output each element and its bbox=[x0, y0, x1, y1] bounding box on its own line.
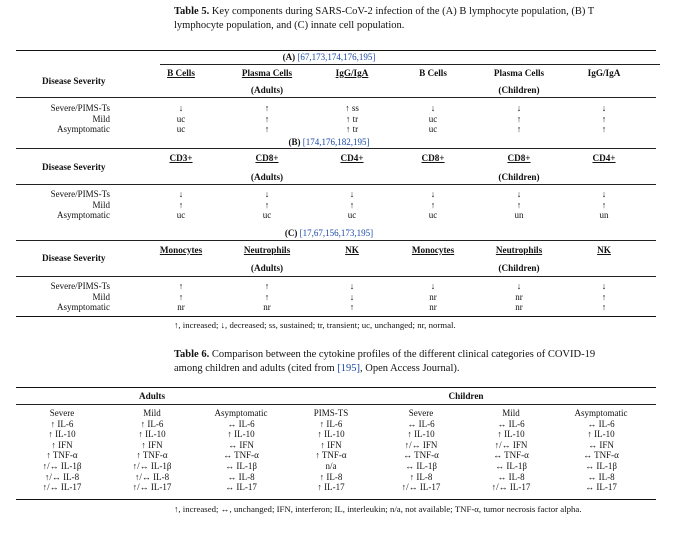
a-header-igg-child: IgG/IgA bbox=[587, 68, 621, 78]
t6-col-child-asymptomatic: Asymptomatic ↔ IL-6 ↑ IL-10 ↔ IFN ↔ TNF-α ↔ IL-1β ↔ IL-8 ↔ IL-17 bbox=[574, 408, 628, 493]
b-header-cd8-adult: CD8+ bbox=[255, 153, 279, 163]
table5-c-disease-severity: Disease Severity bbox=[42, 253, 106, 263]
table5-caption bbox=[174, 5, 669, 33]
section-b-rule bbox=[16, 148, 656, 149]
t6-col-adult-mild: Mild ↑ IL-6 ↑ IL-10 ↑ IFN ↑ TNF-α ↑/↔ IL-1β ↑/↔ IL-8 ↑/↔ IL-17 bbox=[132, 408, 172, 493]
table6-group-rule bbox=[16, 404, 656, 405]
table6-top-rule bbox=[16, 387, 656, 388]
c-col-nk-adult: ↓ ↓ ↑ bbox=[349, 281, 355, 312]
table6-caption bbox=[174, 348, 669, 376]
a-adults-label: (Adults) bbox=[250, 85, 284, 95]
b-header-cd4-adult: CD4+ bbox=[340, 153, 364, 163]
table6-caption-line2-pre: among children and adults (cited from bbox=[174, 363, 338, 374]
table5-b-disease-severity: Disease Severity bbox=[42, 162, 106, 172]
section-a-header-rule bbox=[16, 97, 656, 98]
b-col-cd8-adult: ↓ ↑ uc bbox=[262, 189, 272, 220]
c-row-labels: Severe/PIMS-Ts Mild Asymptomatic bbox=[50, 281, 110, 312]
table5-bottom-rule bbox=[16, 316, 656, 317]
b-header-cd8-child-2: CD8+ bbox=[507, 153, 531, 163]
a-header-igg-adult: IgG/IgA bbox=[335, 68, 369, 78]
table6-group-children: Children bbox=[448, 391, 484, 401]
b-col-cd3-adult: ↓ ↑ uc bbox=[176, 189, 186, 220]
section-c-header-rule bbox=[16, 276, 656, 277]
t6-col-child-mild: Mild ↔ IL-6 ↑ IL-10 ↑/↔ IFN ↔ TNF-α ↔ IL-1β ↔ IL-8 ↑/↔ IL-17 bbox=[491, 408, 531, 493]
c-header-nk-adult: NK bbox=[345, 245, 359, 255]
t6-col-adult-asymptomatic: Asymptomatic ↔ IL-6 ↑ IL-10 ↔ IFN ↔ TNF-α ↔ IL-1β ↔ IL-8 ↔ IL-17 bbox=[214, 408, 268, 493]
b-row-labels: Severe/PIMS-Ts Mild Asymptomatic bbox=[50, 189, 110, 220]
section-c-rule bbox=[16, 240, 656, 241]
table6-caption-ref: [195] bbox=[337, 363, 361, 374]
table5-section-b: (B) [174,176,182,195] bbox=[288, 137, 370, 147]
section-b-header-rule bbox=[16, 184, 656, 185]
c-col-monocytes-adult: ↑ ↑ nr bbox=[177, 281, 185, 312]
t6-col-child-severe: Severe ↔ IL-6 ↑ IL-10 ↑/↔ IFN ↔ TNF-α ↔ IL-1β ↑ IL-8 ↑/↔ IL-17 bbox=[401, 408, 441, 493]
table6-caption-line2-post: , Open Access Journal). bbox=[360, 363, 460, 374]
a-header-plasma-child: Plasma Cells bbox=[493, 68, 545, 78]
table5-caption-line2: lymphocyte population, and (C) innate cell population. bbox=[174, 20, 405, 31]
c-col-neutrophils-child: ↓ nr nr bbox=[515, 281, 523, 312]
table6-caption-label: Table 6. bbox=[174, 349, 210, 360]
b-children-label: (Children) bbox=[498, 172, 540, 182]
section-a-rule bbox=[160, 64, 660, 65]
c-header-monocytes-adult: Monocytes bbox=[159, 245, 203, 255]
table6-caption-line1: Comparison between the cytokine profiles of the different clinical categories of COVID-19 bbox=[211, 349, 596, 360]
table5-a-disease-severity: Disease Severity bbox=[42, 76, 106, 86]
table5-top-rule bbox=[16, 50, 656, 51]
c-header-nk-child: NK bbox=[597, 245, 611, 255]
c-col-monocytes-child: ↓ nr nr bbox=[429, 281, 437, 312]
b-header-cd4-child: CD4+ bbox=[592, 153, 616, 163]
t6-col-adult-severe: Severe ↑ IL-6 ↑ IL-10 ↑ IFN ↑ TNF-α ↑/↔ IL-1β ↑/↔ IL-8 ↑/↔ IL-17 bbox=[42, 408, 82, 493]
a-col-b-cells-adult: ↓ uc uc bbox=[176, 103, 186, 134]
a-col-b-cells-child: ↓ uc uc bbox=[428, 103, 438, 134]
a-col-plasma-adult: ↑ ↑ ↑ bbox=[264, 103, 270, 134]
a-row-labels: Severe/PIMS-Ts Mild Asymptomatic bbox=[50, 103, 110, 134]
table5-caption-label: Table 5. bbox=[174, 6, 210, 17]
b-header-cd3-adult: CD3+ bbox=[169, 153, 193, 163]
b-header-cd8-child-1: CD8+ bbox=[421, 153, 445, 163]
t6-col-child-pims-ts: PIMS-TS ↑ IL-6 ↑ IL-10 ↑ IFN ↑ TNF-α n/a ↑ IL-8 ↑ IL-17 bbox=[313, 408, 349, 493]
b-col-cd4-adult: ↓ ↑ uc bbox=[347, 189, 357, 220]
c-col-nk-child: ↓ ↑ ↑ bbox=[601, 281, 607, 312]
b-col-cd4-child: ↓ ↑ un bbox=[599, 189, 609, 220]
table5-footnote: ↑, increased; ↓, decreased; ss, sustained; tr, transient; uc, unchanged; nr, normal. bbox=[174, 320, 456, 330]
a-header-b-cells-child: B Cells bbox=[419, 68, 447, 78]
b-col-cd8-child-1: ↓ ↑ uc bbox=[428, 189, 438, 220]
a-header-b-cells-adult: B Cells bbox=[167, 68, 195, 78]
c-adults-label: (Adults) bbox=[250, 263, 284, 273]
b-adults-label: (Adults) bbox=[250, 172, 284, 182]
c-children-label: (Children) bbox=[498, 263, 540, 273]
table5-caption-line1: Key components during SARS-CoV-2 infection of the (A) B lymphocyte population, (B) T bbox=[211, 6, 595, 17]
c-header-neutrophils-adult: Neutrophils bbox=[243, 245, 291, 255]
a-children-label: (Children) bbox=[498, 85, 540, 95]
c-header-neutrophils-child: Neutrophils bbox=[495, 245, 543, 255]
a-col-igg-child: ↓ ↑ ↑ bbox=[601, 103, 607, 134]
table5-section-a: (A) [67,173,174,176,195] bbox=[282, 52, 376, 62]
table5-section-c: (C) [17,67,156,173,195] bbox=[284, 228, 374, 238]
b-col-cd8-child-2: ↓ ↑ un bbox=[514, 189, 524, 220]
table6-footnote: ↑, increased; ↔, unchanged; IFN, interferon; IL, interleukin; n/a, not available; TNF-α, tumor necrosis factor alpha. bbox=[174, 504, 582, 514]
a-header-plasma-adult: Plasma Cells bbox=[241, 68, 293, 78]
table6-bottom-rule bbox=[16, 499, 656, 500]
a-col-plasma-child: ↓ ↑ ↑ bbox=[516, 103, 522, 134]
table6-group-adults: Adults bbox=[138, 391, 166, 401]
c-header-monocytes-child: Monocytes bbox=[411, 245, 455, 255]
a-col-igg-adult: ↑ ss ↑ tr ↑ tr bbox=[345, 103, 359, 134]
c-col-neutrophils-adult: ↑ ↑ nr bbox=[263, 281, 271, 312]
